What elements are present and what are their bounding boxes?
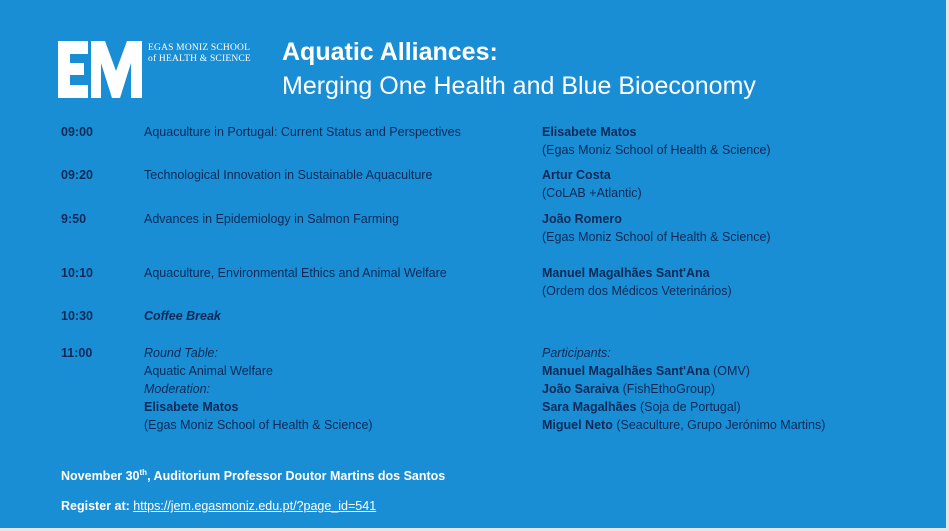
- event-date-venue: [61, 468, 445, 483]
- round-table-topic: Aquatic Animal Welfare: [144, 364, 273, 378]
- school-logo: [58, 41, 258, 101]
- register-label: Register at:: [61, 499, 130, 513]
- participant-name: Miguel Neto: [542, 418, 613, 432]
- participant-org: (Seaculture, Grupo Jerónimo Martins): [612, 418, 826, 432]
- speaker-name: Elisabete Matos: [542, 125, 637, 139]
- participant: [542, 416, 825, 434]
- register-link[interactable]: https://jem.egasmoniz.edu.pt/?page_id=541: [133, 499, 377, 513]
- event-date: November 30: [61, 469, 140, 484]
- em-logo-mark: [58, 41, 142, 98]
- moderator-affiliation: (Egas Moniz School of Health & Science): [144, 418, 373, 432]
- speaker-name: João Romero: [542, 212, 622, 226]
- speaker-affiliation: (Egas Moniz School of Health & Science): [542, 143, 771, 157]
- session-time: 09:00: [61, 125, 93, 139]
- session-time: 10:30: [61, 309, 93, 323]
- session-time: 9:50: [61, 212, 87, 226]
- speaker-block: [542, 264, 732, 300]
- participant-name: Sara Magalhães: [542, 400, 637, 414]
- participant: [542, 398, 825, 416]
- round-table-label: Round Table:: [144, 346, 218, 360]
- date-suffix: th: [139, 468, 148, 477]
- speaker-affiliation: (Ordem dos Médicos Veterinários): [542, 284, 732, 298]
- session-time: 11:00: [61, 346, 93, 360]
- speaker-affiliation: (Egas Moniz School of Health & Science): [542, 230, 771, 244]
- logo-line-1: EGAS MONIZ SCHOOL: [148, 43, 251, 53]
- participant: [542, 380, 825, 398]
- participant-org: (OMV): [709, 364, 750, 378]
- round-table-block: [144, 344, 373, 434]
- title-line-2: Merging One Health and Blue Bioeconomy: [282, 72, 756, 100]
- logo-text: [148, 43, 251, 65]
- participant-name: Manuel Magalhães Sant'Ana: [542, 364, 710, 378]
- speaker-affiliation: (CoLAB +Atlantic): [542, 186, 642, 200]
- session-title: Technological Innovation in Sustainable Aquaculture: [144, 168, 433, 182]
- session-title: Advances in Epidemiology in Salmon Farming: [144, 212, 399, 226]
- moderator-name: Elisabete Matos: [144, 400, 239, 414]
- speaker-block: [542, 166, 642, 202]
- participants-block: [542, 344, 825, 434]
- session-time: 09:20: [61, 168, 93, 182]
- event-venue: , Auditorium Professor Doutor Martins dos Santos: [147, 469, 446, 484]
- session-time: 10:10: [61, 266, 93, 280]
- speaker-name: Artur Costa: [542, 168, 611, 182]
- session-title: Aquaculture, Environmental Ethics and Animal Welfare: [144, 266, 447, 280]
- participant-org: (Soja de Portugal): [636, 400, 741, 414]
- speaker-block: [542, 210, 771, 246]
- speaker-name: Manuel Magalhães Sant'Ana: [542, 266, 710, 280]
- logo-line-2: of HEALTH & SCIENCE: [148, 54, 251, 64]
- participant: [542, 362, 825, 380]
- coffee-break-label: Coffee Break: [144, 309, 221, 323]
- title-line-1: Aquatic Alliances:: [282, 38, 498, 66]
- moderation-label: Moderation:: [144, 382, 211, 396]
- speaker-block: [542, 123, 771, 159]
- participant-org: (FishEthoGroup): [619, 382, 716, 396]
- participant-name: João Saraiva: [542, 382, 620, 396]
- registration-line: [61, 499, 376, 513]
- participants-label: Participants:: [542, 346, 611, 360]
- session-title: Aquaculture in Portugal: Current Status and Perspectives: [144, 125, 461, 139]
